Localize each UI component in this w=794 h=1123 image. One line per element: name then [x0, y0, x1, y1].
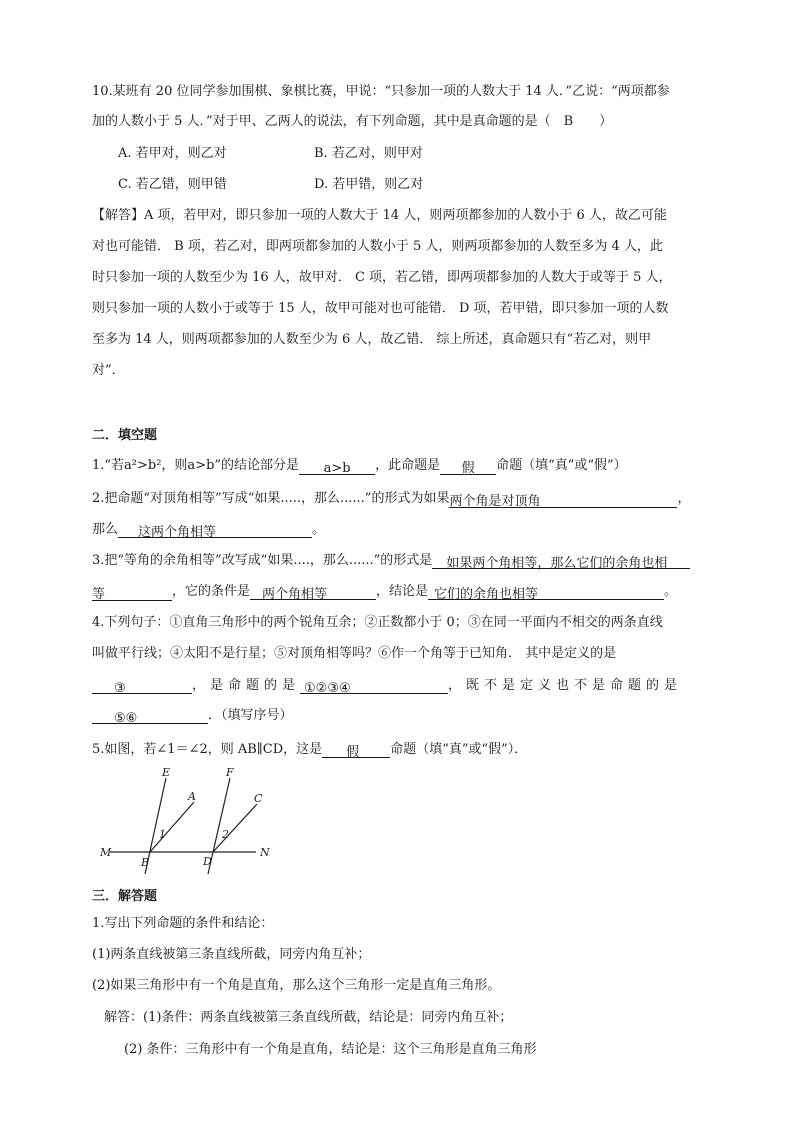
q10-option-d: D. 若甲错，则乙对	[314, 177, 424, 192]
label-angle-2: 2	[222, 828, 229, 841]
fill-q2-text: 2.把命题“对顶角相等”写成“如果.....，那么......”的形式为如果	[92, 491, 450, 506]
q10-stem-line2: 加的人数小于 5 人．”对于甲、乙两人的说法，有下列命题，其中是真命题的是（ B ）	[92, 114, 613, 129]
fill-q3-blank2: 两个角相等	[250, 585, 376, 600]
ray-ba	[150, 802, 194, 852]
q10-answer-line1: 【解答】A 项，若甲对，即只参加一项的人数大于 14 人，则两项都参加的人数小于 6 人，故乙可能	[92, 208, 667, 223]
fill-q2-then: 那么	[92, 522, 119, 537]
fill-q2-comma: ，	[677, 491, 691, 506]
fill-q2-post: 。	[312, 522, 326, 537]
section2-heading: 二．填空题	[92, 428, 158, 443]
parallel-lines-figure	[100, 766, 290, 876]
fill-q4-line3	[92, 676, 682, 696]
q10-option-a: A. 若甲对，则乙对	[118, 146, 227, 161]
fill-q4-line2: 叫做平行线；④太阳不是行星；⑤对顶角相等吗？⑥作一个角等于已知角． 其中是定义的是	[92, 646, 617, 661]
label-c: C	[254, 792, 263, 805]
fill-q5	[92, 740, 527, 760]
fill-q3-line2	[92, 582, 677, 602]
solve-answer2: (2) 条件：三角形中有一个角是直角，结论是：这个三角形是直角三角形	[124, 1042, 537, 1057]
label-e: E	[162, 766, 171, 779]
q10-answer-line6: 对”．	[92, 363, 125, 378]
fill-q3-post: 。	[664, 584, 678, 599]
q10-stem-line1: 10.某班有 20 位同学参加围棋、象棋比赛，甲说：“只参加一项的人数大于 14 人．”乙说：“两项都参	[92, 84, 670, 99]
fill-q4-blank3: ⑤⑥	[92, 709, 208, 724]
solve-q1-title: 1.写出下列命题的条件和结论：	[92, 916, 274, 931]
q10-answer-line3: 时只参加一项的人数至少为 16 人，故甲对． C 项，若乙错，即两项都参加的人数大于或等于 5 人，	[92, 270, 672, 285]
solve-q1-part2: (2)如果三角形中有一个角是直角，那么这个三角形一定是直角三角形。	[92, 978, 501, 993]
q10-answer-line2: 对也可能错． B 项，若乙对，即两项都参加的人数小于 5 人，则两项都参加的人数至多为 4 人，此	[92, 239, 663, 254]
q10-option-c: C. 若乙错，则甲错	[118, 177, 227, 192]
fill-q2-line2	[92, 520, 325, 540]
ray-dc	[213, 804, 257, 852]
fill-q3-text: 3.把“等角的余角相等”改写成“如果....，那么......”的形式是	[92, 553, 433, 568]
fill-q4-mid2: ，既不是定义也不是命题的是	[448, 678, 683, 693]
label-b: B	[141, 856, 150, 869]
q10-answer-line4: 则只参加一项的人数小于或等于 15 人，故甲可能对也可能错． D 项，若甲错，即只参加一项的人数	[92, 301, 669, 316]
fill-q1-post: 命题（填“真”或“假”）	[496, 458, 627, 473]
fill-q4-blank1: ③	[92, 679, 192, 694]
label-m: M	[100, 846, 112, 859]
label-n: N	[260, 846, 270, 859]
fill-q3-blank1b: 等	[92, 585, 172, 601]
fill-q2-line1	[92, 489, 690, 509]
fill-q5-post: 命题（填“真”或“假”）．	[390, 742, 528, 757]
fill-q1-mid: ，此命题是	[375, 458, 441, 473]
fill-q5-blank: 假	[322, 743, 390, 758]
fill-q2-blank1: 两个角是对顶角	[449, 492, 677, 508]
solve-answer1: 解答：(1)条件：两条直线被第三条直线所截，结论是：同旁内角互补；	[104, 1010, 513, 1025]
fill-q4-post: ．（填写序号）	[208, 708, 293, 723]
label-d: D	[203, 855, 212, 868]
fill-q4-mid1: ，是命题的是	[192, 678, 301, 693]
label-f: F	[226, 766, 234, 779]
label-angle-1: 1	[159, 828, 166, 841]
fill-q3-mid2: ，结论是	[376, 584, 429, 599]
q10-answer-line5: 至多为 14 人，则两项都参加的人数至少为 6 人，故乙错． 综上所述，真命题只有“若乙对，则甲	[92, 332, 652, 347]
fill-q2-blank2: 这两个角相等	[118, 523, 312, 538]
section3-heading: 三．解答题	[92, 889, 158, 904]
fill-q5-text: 5.如图，若∠1＝∠2，则 AB∥CD，这是	[92, 742, 323, 757]
label-a: A	[188, 790, 196, 803]
fill-q1-blank2: 假	[440, 459, 496, 475]
fill-q1-blank1: a>b	[299, 459, 375, 475]
fill-q3-mid1: ，它的条件是	[172, 584, 251, 599]
fill-q3-line1	[92, 551, 690, 571]
solve-q1-part1: (1)两条直线被第三条直线所截，同旁内角互补；	[92, 947, 371, 962]
fill-q3-blank3: 它们的余角也相等	[428, 585, 664, 600]
fill-q1	[92, 456, 627, 476]
fill-q4-line4	[92, 706, 293, 726]
fill-q3-blank1a: 如果两个角相等，那么它们的余角也相	[432, 554, 690, 569]
fill-q1-text: 1.“若a²>b²，则a>b”的结论部分是	[92, 458, 300, 473]
q10-option-b: B. 若乙对，则甲对	[314, 146, 423, 161]
fill-q4-line1: 4.下列句子：①直角三角形中的两个锐角互余；②正数都小于 0；③在同一平面内不相交的两条直线	[92, 615, 663, 630]
fill-q4-blank2: ①②③④	[300, 679, 448, 694]
